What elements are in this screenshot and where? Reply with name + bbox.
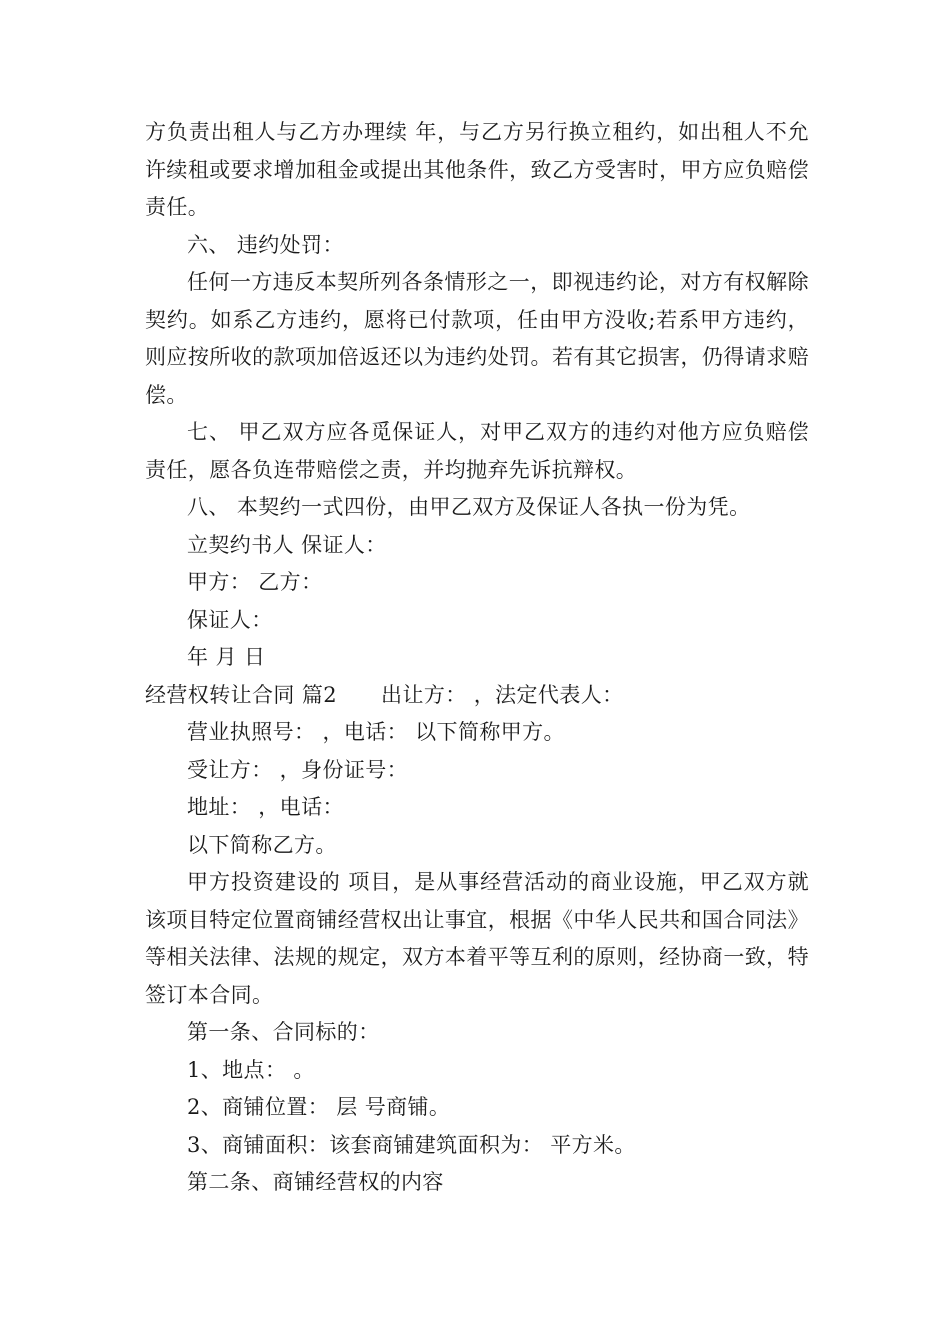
party-line: 甲方： 乙方： xyxy=(187,570,323,594)
license-line: 营业执照号： ，电话： 以下简称甲方。 xyxy=(187,720,565,744)
article-one-heading: 第一条、合同标的： xyxy=(187,1020,380,1044)
contract-title: 经营权转让合同 篇2 xyxy=(145,682,338,707)
date-line: 年 月 日 xyxy=(187,645,266,669)
paragraph-renewal: 方负责出租人与乙方办理续 年，与乙方另行换立租约，如出租人不允许续租或要求增加租金或提出其他条件，致乙方受害时，甲方应负赔偿责任。 xyxy=(145,120,809,219)
section-seven: 七、 甲乙双方应各觅保证人，对甲乙双方的违约对他方应负赔偿责任，愿各负连带赔偿之责，并均抛弃先诉抗辩权。 xyxy=(145,420,809,482)
paragraph-breach: 任何一方违反本契所列各条情形之一，即视违约论，对方有权解除契约。如系乙方违约，愿将已付款项，任由甲方没收;若系甲方违约，则应按所收的款项加倍返还以为违约处罚。若有其它损害，仍得请求赔偿。 xyxy=(145,270,809,407)
document-body xyxy=(145,114,809,1202)
transferee-line: 受让方： ，身份证号： xyxy=(187,757,409,782)
item-shop-area: 3、商铺面积：该套商铺建筑面积为： 平方米。 xyxy=(187,1132,636,1157)
signatories-line: 立契约书人 保证人： xyxy=(187,532,387,557)
guarantor-line: 保证人： xyxy=(187,607,273,632)
section-eight: 八、 本契约一式四份，由甲乙双方及保证人各执一份为凭。 xyxy=(187,495,751,519)
article-two-heading: 第二条、商铺经营权的内容 xyxy=(187,1170,444,1194)
contract-heading-line xyxy=(145,677,809,715)
section-six-heading: 六、 违约处罚： xyxy=(187,232,344,257)
transferor-line: 出让方： ，法定代表人： xyxy=(381,682,624,707)
address-line: 地址： ，电话： xyxy=(187,795,344,819)
preamble-paragraph: 甲方投资建设的 项目，是从事经营活动的商业设施，甲乙双方就该项目特定位置商铺经营权出让事宜，根据《中华人民共和国合同法》等相关法律、法规的规定，双方本着平等互利的原则，经协商一致，特签订本合同。 xyxy=(145,870,809,1007)
party-b-line: 以下简称乙方。 xyxy=(187,832,337,857)
item-location: 1、地点： 。 xyxy=(187,1057,315,1082)
item-shop-position: 2、商铺位置： 层 号商铺。 xyxy=(187,1095,451,1119)
